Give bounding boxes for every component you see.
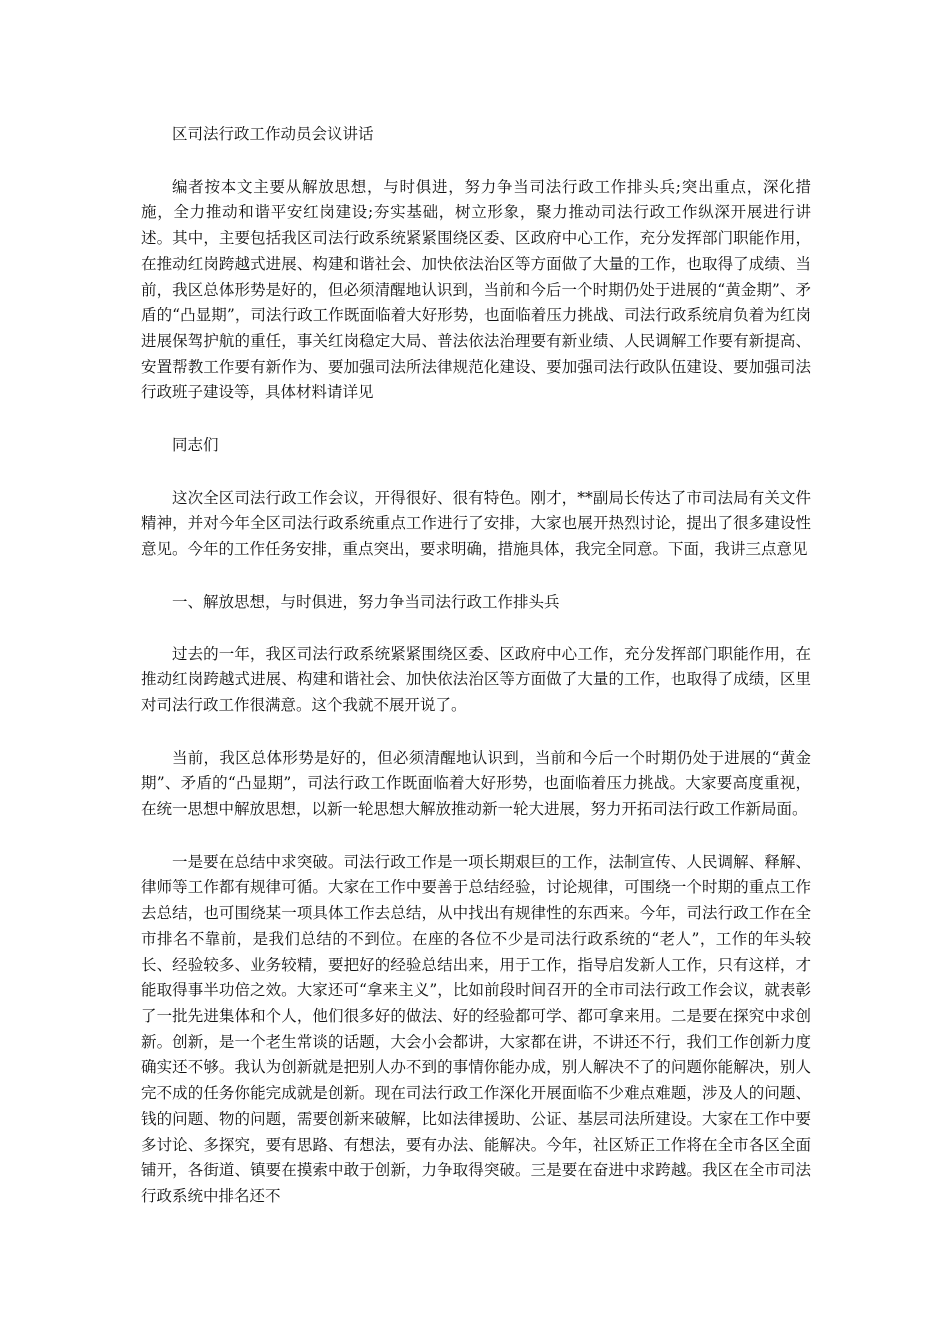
past-year-paragraph: 过去的一年，我区司法行政系统紧紧围绕区委、区政府中心工作，充分发挥部门职能作用，在推动红岗跨越式进展、构建和谐社会、加快依法治区等方面做了大量的工作，也取得了成绩，区里对司法行政工作很满意。这个我就不展开说了。 [141, 644, 811, 714]
breakthrough-paragraph: 一是要在总结中求突破。司法行政工作是一项长期艰巨的工作，法制宣传、人民调解、释解、律师等工作都有规律可循。大家在工作中要善于总结经验，讨论规律，可围绕一个时期的重点工作去总结，也可围绕某一项具体工作去总结，从中找出有规律性的东西来。今年，司法行政工作在全市排名不靠前，是我们总结的不到位。在座的各位不少是司法行政系统的“老人”，工作的年头较长、经验较多、业务较精，要把好的经验总结出来，用于工作，指导启发新人工作，只有这样，才能取得事半功倍之效。大家还可“拿来主义”，比如前段时间召开的全市司法行政工作会议，就表彰了一批先进集体和个人，他们很多好的做法、好的经验都可学、都可拿来用。二是要在探究中求创新。创新，是一个老生常谈的话题，大会小会都讲，大家都在讲，不讲还不行，我们工作创新力度确实还不够。我认为创新就是把别人办不到的事情你能办成，别人解决不了的问题你能解决，别人完不成的任务你能完成就是创新。现在司法行政工作深化开展面临不少难点难题，涉及人的问题、钱的问题、物的问题，需要创新来破解，比如法律援助、公证、基层司法所建设。大家在工作中要多讨论、多探究，要有思路、有想法，要有办法、能解决。今年，社区矫正工作将在全市各区全面铺开，各街道、镇要在摸索中敢于创新，力争取得突破。三是要在奋进中求跨越。我区在全市司法行政系统中排名还不 [141, 852, 811, 1205]
editor-note-paragraph: 编者按本文主要从解放思想，与时俱进，努力争当司法行政工作排头兵;突出重点，深化措施，全力推动和谐平安红岗建设;夯实基础，树立形象，聚力推动司法行政工作纵深开展进行讲述。其中，主要包括我区司法行政系统紧紧围绕区委、区政府中心工作，充分发挥部门职能作用，在推动红岗跨越式进展、构建和谐社会、加快依法治区等方面做了大量的工作，也取得了成绩、当前，我区总体形势是好的，但必须清醒地认识到，当前和今后一个时期仍处于进展的“黄金期”、矛盾的“凸显期”，司法行政工作既面临着大好形势，也面临着压力挑战、司法行政系统肩负着为红岗进展保驾护航的重任，事关红岗稳定大局、普法依法治理要有新业绩、人民调解工作要有新提高、安置帮教工作要有新作为、要加强司法所法律规范化建设、要加强司法行政队伍建设、要加强司法行政班子建设等，具体材料请详见 [141, 177, 811, 402]
salutation: 同志们 [172, 436, 219, 455]
intro-paragraph: 这次全区司法行政工作会议，开得很好、很有特色。刚才，**副局长传达了市司法局有关文件精神，并对今年全区司法行政系统重点工作进行了安排，大家也展开热烈讨论，提出了很多建设性意见。今年的工作任务安排，重点突出，要求明确，措施具体，我完全同意。下面，我讲三点意见 [141, 488, 811, 559]
current-situation-paragraph: 当前，我区总体形势是好的，但必须清醒地认识到，当前和今后一个时期仍处于进展的“黄金期”、矛盾的“凸显期”，司法行政工作既面临着大好形势，也面临着压力挑战。大家要高度重视，在统一思想中解放思想，以新一轮思想大解放推动新一轮大进展，努力开拓司法行政工作新局面。 [141, 748, 811, 819]
document-title: 区司法行政工作动员会议讲话 [172, 125, 374, 143]
section-heading-1: 一、解放思想，与时俱进，努力争当司法行政工作排头兵 [172, 592, 560, 611]
document-page [141, 122, 811, 1237]
